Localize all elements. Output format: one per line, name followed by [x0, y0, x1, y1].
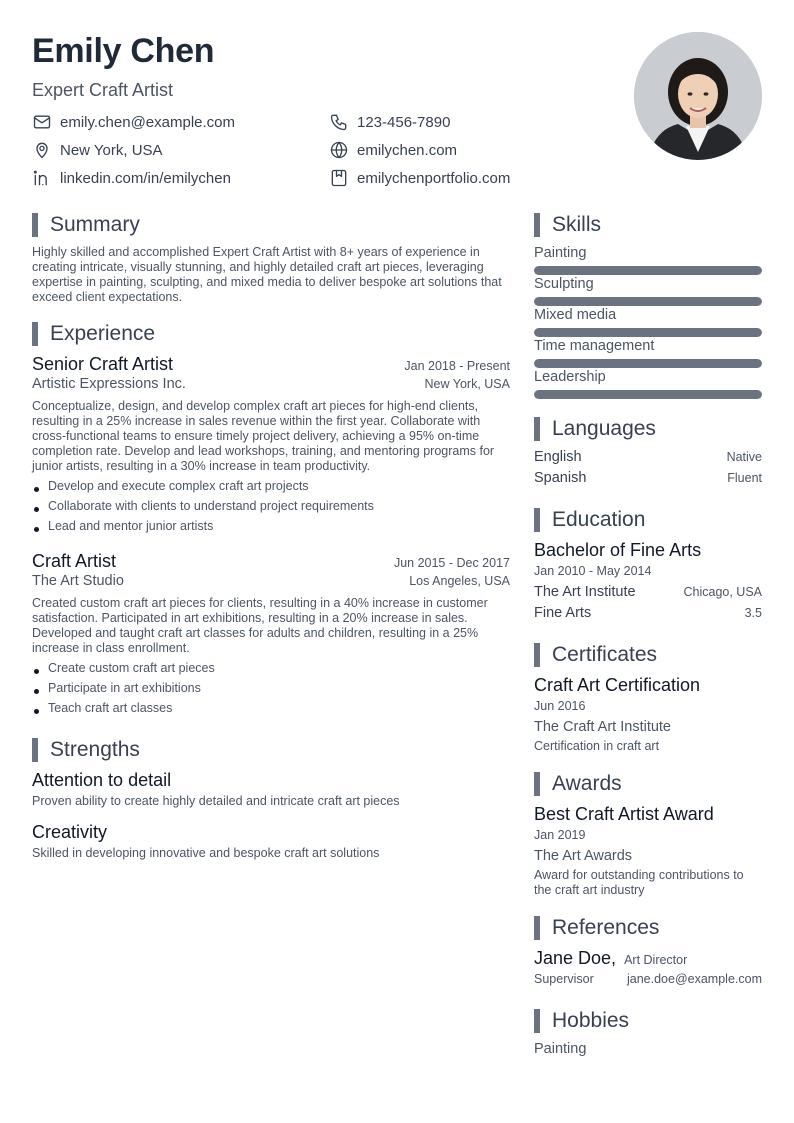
- certificate-date: Jun 2016: [534, 699, 586, 713]
- skill-item: [534, 245, 762, 276]
- skill-bar-fill: [534, 359, 762, 368]
- education-dates: Jan 2010 - May 2014: [534, 564, 652, 578]
- references-heading-label: References: [552, 916, 660, 939]
- reference-entry: [534, 948, 762, 992]
- strength-entry: [32, 770, 510, 808]
- experience-heading-label: Experience: [50, 322, 156, 345]
- heading-accent-bar: [534, 508, 540, 532]
- job-bullets: [32, 658, 510, 718]
- awards-heading-label: Awards: [552, 772, 622, 795]
- experience-heading: [32, 322, 155, 346]
- language-level: Native: [726, 450, 762, 464]
- education-field: Fine Arts: [534, 605, 592, 621]
- awards-heading: [534, 772, 622, 796]
- languages-heading: [534, 417, 656, 441]
- heading-accent-bar: [32, 322, 38, 346]
- skills-list: [534, 245, 762, 400]
- language-item: [534, 470, 762, 491]
- job-entry: [32, 354, 510, 536]
- hobbies-heading: [534, 1009, 629, 1033]
- strengths-heading-label: Strengths: [50, 738, 140, 761]
- portfolio-icon: [329, 168, 349, 188]
- contact-phone[interactable]: [329, 112, 450, 132]
- contact-portfolio-text: emilychenportfolio.com: [357, 169, 511, 187]
- skill-label: Painting: [534, 245, 587, 261]
- job-description: Created custom craft art pieces for clients, resulting in a 40% increase in customer satisfaction. Participated in art exhibitions, resulting in a 20% increase in sales. Developed and taught craft art classes for adults and children, resulting in a 25% increase in class enrollment.: [32, 596, 488, 655]
- reference-name: Jane Doe,: [534, 948, 617, 968]
- heading-accent-bar: [534, 213, 540, 237]
- languages-heading-label: Languages: [552, 417, 656, 440]
- avatar-icon: [634, 32, 762, 160]
- education-heading-label: Education: [552, 508, 646, 531]
- contact-linkedin[interactable]: [32, 168, 231, 188]
- job-bullets: [32, 476, 510, 536]
- heading-accent-bar: [32, 738, 38, 762]
- list-item: Participate in art exhibitions: [32, 678, 510, 698]
- heading-accent-bar: [534, 417, 540, 441]
- education-entry: [534, 540, 762, 626]
- certificate-entry: [534, 675, 762, 753]
- skill-label: Mixed media: [534, 307, 617, 323]
- skills-heading: [534, 213, 601, 237]
- skill-item: [534, 369, 762, 400]
- skill-bar-fill: [534, 328, 762, 337]
- hobby-item: Painting: [534, 1041, 587, 1057]
- contact-location: [32, 140, 163, 160]
- job-company: The Art Studio: [32, 573, 124, 589]
- skills-heading-label: Skills: [552, 213, 602, 236]
- linkedin-icon: [32, 168, 52, 188]
- list-item: Create custom craft art pieces: [32, 658, 510, 678]
- contact-email[interactable]: [32, 112, 235, 132]
- job-dates: Jun 2015 - Dec 2017: [393, 556, 510, 570]
- candidate-title: Expert Craft Artist: [32, 80, 174, 100]
- mail-icon: [32, 112, 52, 132]
- heading-accent-bar: [534, 916, 540, 940]
- education-degree: Bachelor of Fine Arts: [534, 540, 702, 560]
- list-item: Lead and mentor junior artists: [32, 516, 510, 536]
- skill-item: [534, 338, 762, 369]
- heading-accent-bar: [534, 1009, 540, 1033]
- language-level: Fluent: [727, 471, 762, 485]
- strengths-heading: [32, 738, 140, 762]
- skill-label: Time management: [534, 338, 655, 354]
- job-company: Artistic Expressions Inc.: [32, 376, 186, 392]
- job-title: Senior Craft Artist: [32, 354, 174, 374]
- summary-text: Highly skilled and accomplished Expert Craft Artist with 8+ years of experience in creating intricate, visually stunning, and highly detailed craft art pieces, leveraging expertise in painting, sculpting, and mixed media to deliver bespoke art solutions that exceed client expectations.: [32, 245, 502, 304]
- reference-relation: Supervisor: [534, 972, 594, 986]
- language-name: English: [534, 449, 582, 465]
- skill-bar: [534, 359, 762, 368]
- job-location: New York, USA: [424, 377, 510, 391]
- candidate-name: Emily Chen: [32, 32, 215, 70]
- contact-linkedin-text: linkedin.com/in/emilychen: [60, 169, 231, 187]
- job-location: Los Angeles, USA: [409, 574, 510, 588]
- heading-accent-bar: [534, 643, 540, 667]
- certificate-title: Craft Art Certification: [534, 675, 701, 695]
- skill-bar: [534, 297, 762, 306]
- contact-portfolio[interactable]: [329, 168, 510, 188]
- language-item: [534, 449, 762, 470]
- skill-bar: [534, 266, 762, 275]
- reference-role: Art Director: [624, 953, 688, 967]
- award-entry: [534, 804, 762, 898]
- contact-location-text: New York, USA: [60, 141, 163, 159]
- education-heading: [534, 508, 645, 532]
- language-name: Spanish: [534, 470, 587, 486]
- strength-title: Attention to detail: [32, 770, 172, 790]
- skill-bar: [534, 328, 762, 337]
- award-description: Award for outstanding contributions to the craft art industry: [534, 868, 744, 897]
- job-entry: [32, 551, 510, 718]
- languages-list: [534, 449, 762, 491]
- skill-bar-fill: [534, 390, 762, 399]
- list-item: Collaborate with clients to understand project requirements: [32, 496, 510, 516]
- skill-bar: [534, 390, 762, 399]
- award-date: Jan 2019: [534, 828, 586, 842]
- skill-label: Leadership: [534, 369, 606, 385]
- certificates-heading-label: Certificates: [552, 643, 658, 666]
- hobbies-list: [534, 1041, 762, 1057]
- strength-title: Creativity: [32, 822, 108, 842]
- award-title: Best Craft Artist Award: [534, 804, 714, 824]
- certificate-description: Certification in craft art: [534, 739, 660, 753]
- heading-accent-bar: [534, 772, 540, 796]
- strength-description: Proven ability to create highly detailed and intricate craft art pieces: [32, 794, 400, 808]
- phone-icon: [329, 112, 349, 132]
- contact-phone-text: 123-456-7890: [357, 113, 451, 131]
- summary-heading: [32, 213, 140, 237]
- certificate-issuer: The Craft Art Institute: [534, 719, 671, 735]
- contact-email-text: emily.chen@example.com: [60, 113, 236, 131]
- reference-email[interactable]: jane.doe@example.com: [627, 972, 762, 986]
- skill-bar-fill: [534, 266, 762, 275]
- references-heading: [534, 916, 659, 940]
- skill-item: [534, 276, 762, 307]
- map-pin-icon: [32, 140, 52, 160]
- education-school: The Art Institute: [534, 584, 636, 600]
- hobbies-heading-label: Hobbies: [552, 1009, 630, 1032]
- strength-entry: [32, 822, 510, 860]
- heading-accent-bar: [32, 213, 38, 237]
- strength-description: Skilled in developing innovative and bespoke craft art solutions: [32, 846, 380, 860]
- globe-icon: [329, 140, 349, 160]
- list-item: Teach craft art classes: [32, 698, 510, 718]
- list-item: Develop and execute complex craft art projects: [32, 476, 510, 496]
- summary-heading-label: Summary: [50, 213, 140, 236]
- job-description: Conceptualize, design, and develop complex craft art pieces for high-end clients, resulting in a 25% increase in sales revenue within the first year. Collaborate with cross-functional teams to ensure timely project delivery, achieving a 95% on-time completion rate. Develop and lead workshops, training, and mentoring programs for junior artists, resulting in a 30% increase in team productivity.: [32, 399, 495, 473]
- education-gpa: 3.5: [744, 606, 762, 620]
- award-issuer: The Art Awards: [534, 848, 633, 864]
- contact-website-text: emilychen.com: [357, 141, 458, 159]
- job-dates: Jan 2018 - Present: [404, 359, 510, 373]
- skill-item: [534, 307, 762, 338]
- profile-photo: [634, 32, 762, 160]
- certificates-heading: [534, 643, 657, 667]
- contact-website[interactable]: [329, 140, 457, 160]
- education-location: Chicago, USA: [683, 585, 762, 599]
- skill-label: Sculpting: [534, 276, 594, 292]
- job-title: Craft Artist: [32, 551, 117, 571]
- skill-bar-fill: [534, 297, 762, 306]
